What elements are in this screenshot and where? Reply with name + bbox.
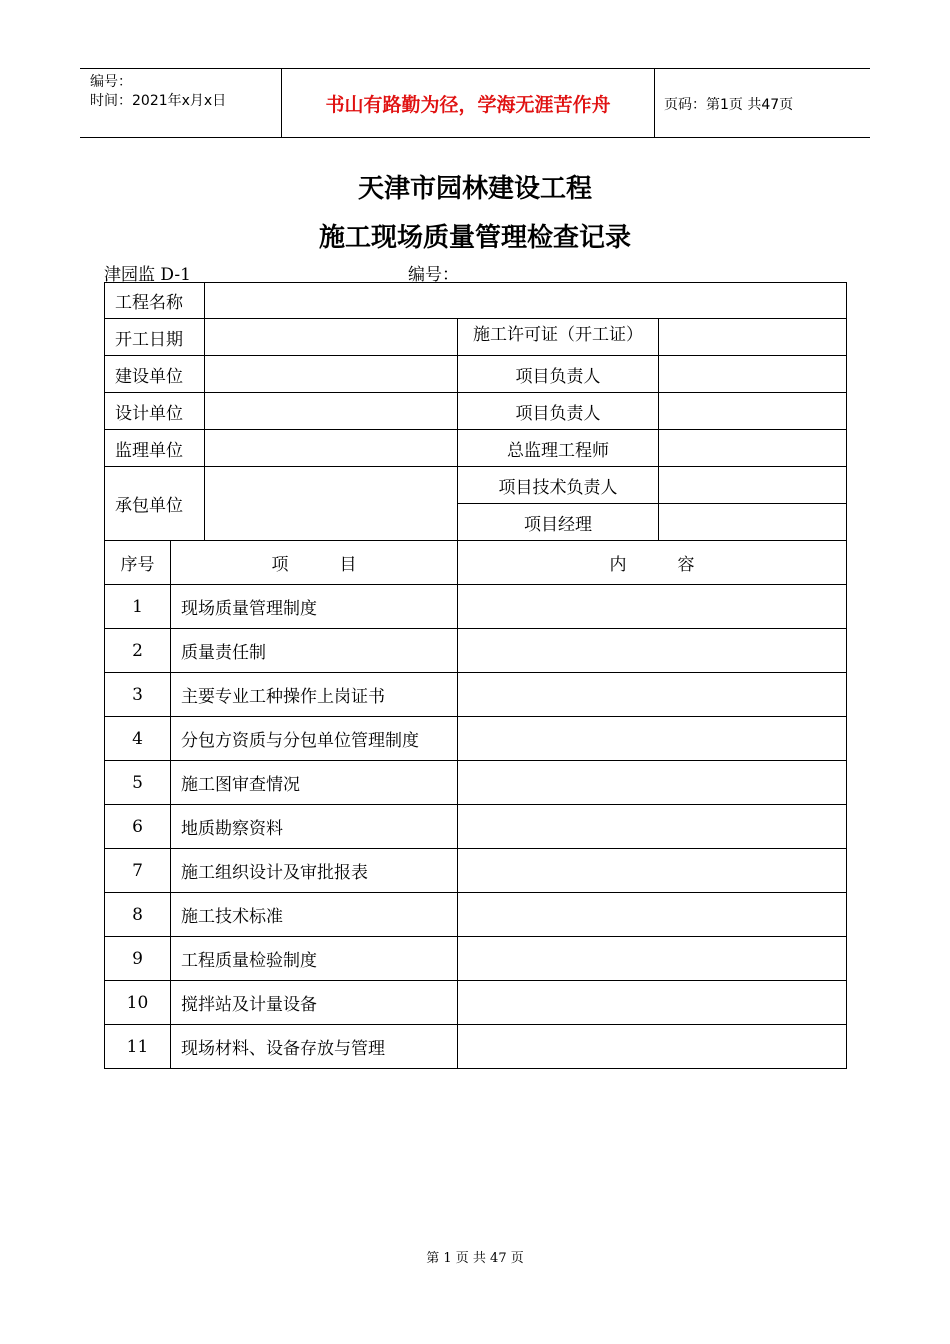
header-motto: 书山有路勤为径，学海无涯苦作舟 (281, 69, 655, 137)
table-row (105, 893, 847, 937)
label-designer-lead: 项目负责人 (458, 393, 659, 430)
table-row (105, 805, 847, 849)
table-row (105, 585, 847, 629)
value-project-manager[interactable] (659, 504, 847, 541)
row-item-name: 现场材料、设备存放与管理 (171, 1025, 458, 1069)
page-footer: 第 1 页 共 47 页 (426, 1251, 524, 1266)
table-row (105, 717, 847, 761)
row-item-name: 现场质量管理制度 (171, 585, 458, 629)
serial-number-label: 编号： (408, 265, 459, 285)
row-number: 8 (105, 893, 171, 937)
row-item-name: 地质勘察资料 (171, 805, 458, 849)
row-content[interactable] (458, 805, 847, 849)
row-number: 2 (105, 629, 171, 673)
row-item-name: 施工技术标准 (171, 893, 458, 937)
row-number: 7 (105, 849, 171, 893)
label-contractor: 承包单位 (105, 467, 205, 541)
value-owner-lead[interactable] (659, 356, 847, 393)
value-tech-lead[interactable] (659, 467, 847, 504)
label-owner-lead: 项目负责人 (458, 356, 659, 393)
label-tech-lead: 项目技术负责人 (458, 467, 659, 504)
row-content[interactable] (458, 1025, 847, 1069)
row-item-name: 搅拌站及计量设备 (171, 981, 458, 1025)
value-supervisor[interactable] (205, 430, 458, 467)
page-header (80, 68, 870, 138)
row-item-name: 工程质量检验制度 (171, 937, 458, 981)
label-project-manager: 项目经理 (458, 504, 659, 541)
label-project-name: 工程名称 (105, 283, 205, 319)
label-designer: 设计单位 (105, 393, 205, 430)
header-left (90, 73, 226, 111)
row-content[interactable] (458, 673, 847, 717)
item-rows (105, 585, 847, 1069)
table-row (105, 1025, 847, 1069)
table-row (105, 629, 847, 673)
value-project-name[interactable] (205, 283, 847, 319)
value-permit[interactable] (659, 319, 847, 356)
header-no: 序号 (105, 541, 171, 585)
quality-check-table (104, 282, 847, 1069)
row-content[interactable] (458, 717, 847, 761)
row-content[interactable] (458, 629, 847, 673)
column-header-row (105, 541, 847, 585)
row-number: 5 (105, 761, 171, 805)
row-number: 11 (105, 1025, 171, 1069)
value-start-date[interactable] (205, 319, 458, 356)
label-owner: 建设单位 (105, 356, 205, 393)
form-code: 津园监 D-1 (104, 265, 191, 285)
row-item-name: 施工图审查情况 (171, 761, 458, 805)
permit-text: 施工许可证（开工证） (473, 325, 643, 345)
table-row (105, 937, 847, 981)
row-content[interactable] (458, 893, 847, 937)
label-permit (458, 319, 659, 356)
table-row (105, 673, 847, 717)
table-row (105, 981, 847, 1025)
value-owner[interactable] (205, 356, 458, 393)
row-number: 10 (105, 981, 171, 1025)
row-content[interactable] (458, 981, 847, 1025)
row-item-name: 分包方资质与分包单位管理制度 (171, 717, 458, 761)
row-number: 6 (105, 805, 171, 849)
row-content[interactable] (458, 937, 847, 981)
document-title: 天津市园林建设工程 (357, 174, 592, 204)
value-designer[interactable] (205, 393, 458, 430)
info-section (105, 283, 847, 585)
row-item-name: 主要专业工种操作上岗证书 (171, 673, 458, 717)
header-item: 项 目 (171, 541, 458, 585)
table-row (105, 761, 847, 805)
row-content[interactable] (458, 585, 847, 629)
document-subtitle: 施工现场质量管理检查记录 (318, 223, 631, 253)
row-number: 1 (105, 585, 171, 629)
header-content: 内 容 (458, 541, 847, 585)
row-item-name: 施工组织设计及审批报表 (171, 849, 458, 893)
label-start-date: 开工日期 (105, 319, 205, 356)
header-page-info: 页码：第1页 共47页 (664, 97, 794, 113)
row-number: 9 (105, 937, 171, 981)
value-contractor[interactable] (205, 467, 458, 541)
row-number: 4 (105, 717, 171, 761)
label-chief-supervisor: 总监理工程师 (458, 430, 659, 467)
header-time: 时间：2021年x月x日 (90, 93, 227, 109)
table-row (105, 849, 847, 893)
row-number: 3 (105, 673, 171, 717)
row-content[interactable] (458, 849, 847, 893)
row-item-name: 质量责任制 (171, 629, 458, 673)
label-supervisor: 监理单位 (105, 430, 205, 467)
value-designer-lead[interactable] (659, 393, 847, 430)
row-content[interactable] (458, 761, 847, 805)
value-chief-supervisor[interactable] (659, 430, 847, 467)
header-number: 编号： (90, 74, 132, 90)
